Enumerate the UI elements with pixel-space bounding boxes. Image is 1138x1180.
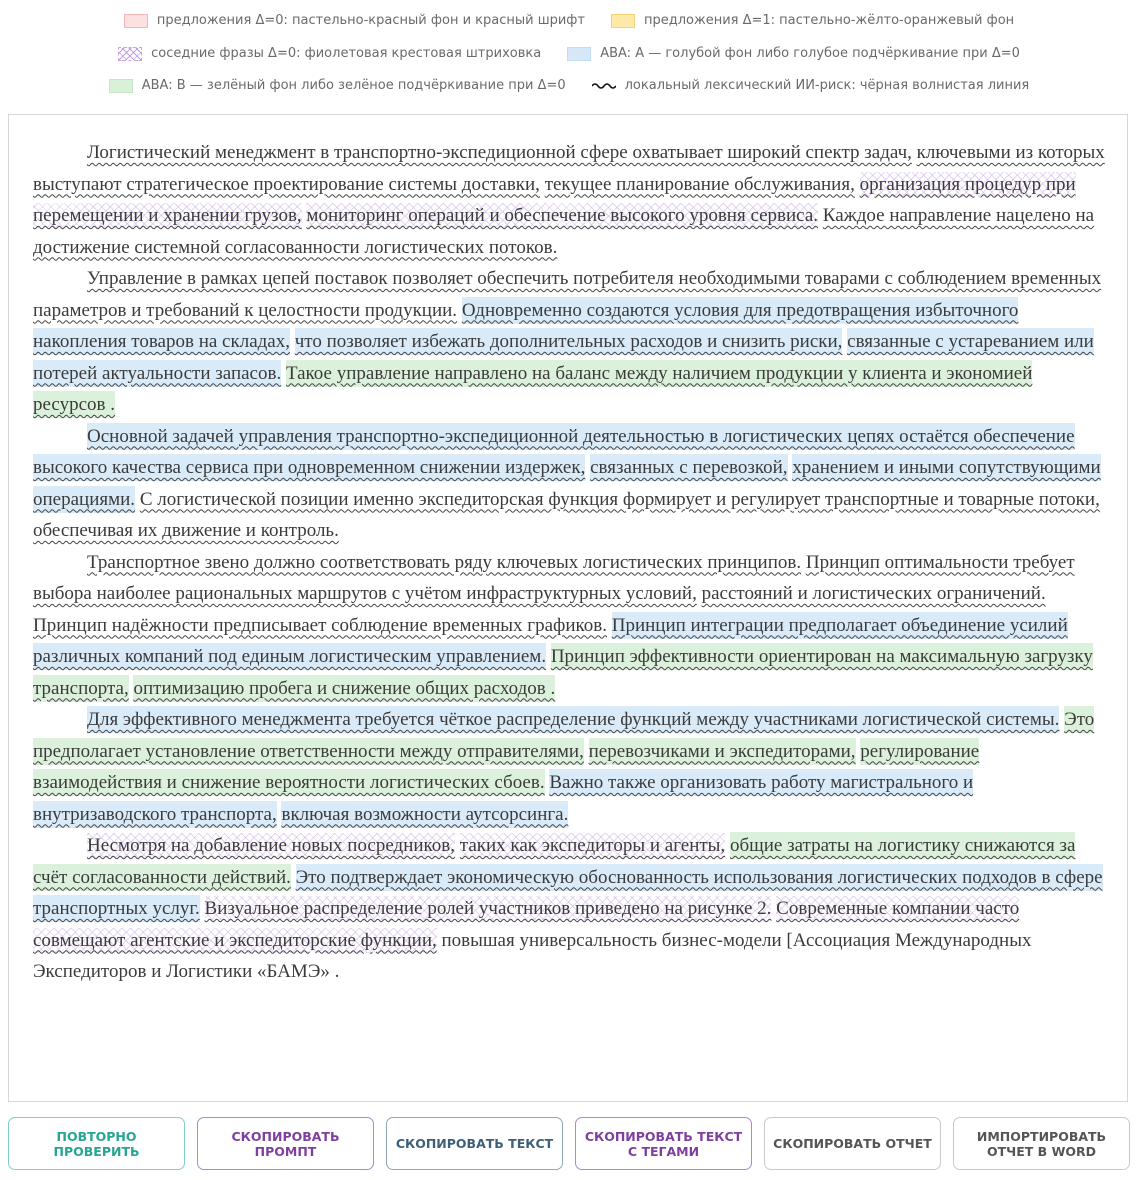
blue-swatch-icon xyxy=(567,47,591,61)
paragraph-4 xyxy=(33,547,1105,705)
green-swatch-icon xyxy=(109,79,133,93)
paragraph-1 xyxy=(33,137,1105,263)
sentence: Принцип надёжности предписывает соблюдение временных графиков. xyxy=(33,614,607,636)
sentence-aba-b: Такое управление направлено на баланс между наличием продукции у клиента и экономией ресурсов . xyxy=(33,360,1032,419)
legend-label: ABA: A — голубой фон либо голубое подчёркивание при Δ=0 xyxy=(600,46,1020,61)
wavy-line-icon xyxy=(592,81,616,91)
sentence: С логистической позиции именно экспедиторская функция формирует и регулирует транспортные и товарные потоки, xyxy=(139,488,1100,510)
sentence-aba-a: включая возможности аутсорсинга. xyxy=(281,801,568,828)
import-report-word-button[interactable]: ИМПОРТИРОВАТЬ ОТЧЕТ В WORD xyxy=(953,1117,1130,1170)
sentence: Управление в рамках цепей поставок позволяет обеспечить потребителя необходимыми товарами с соблюдением временных параметров и требований к целостности продукции. xyxy=(33,268,1102,321)
copy-report-button[interactable]: СКОПИРОВАТЬ ОТЧЕТ xyxy=(764,1117,941,1170)
sentence-aba-a: Важно также организовать работу магистрального и внутризаводского транспорта, xyxy=(33,769,973,828)
legend-label: ABA: B — зелёный фон либо зелёное подчёркивание при Δ=0 xyxy=(141,78,566,93)
sentence-aba-b: перевозчиками и экспедиторами, xyxy=(589,738,856,765)
legend-item-cross xyxy=(118,46,541,61)
sentence: ключевыми из которых выступают стратегическое проектирование системы доставки, xyxy=(33,142,1105,195)
legend-item-blue xyxy=(567,46,1020,61)
sentence-aba-a: что позволяет избежать дополнительных расходов и снизить риски, xyxy=(295,328,843,355)
sentence: повышая универсальность бизнес-модели [Ассоциация Международных Экспедиторов и Логистики «БАМЭ» . xyxy=(33,929,1032,982)
sentence-aba-b: Это предполагает установление ответственности между отправителями, xyxy=(33,706,1094,765)
sentence-aba-a: Принцип интеграции предполагает объединение усилий различных компаний под единым логистическим управлением. xyxy=(33,612,1068,671)
sentence-aba-a: связанных с перевозкой, xyxy=(590,454,787,481)
legend-label: соседние фразы Δ=0: фиолетовая крестовая штриховка xyxy=(151,46,542,61)
paragraph-5 xyxy=(33,704,1105,830)
copy-tagged-text-button[interactable]: СКОПИРОВАТЬ ТЕКСТ С ТЕГАМИ xyxy=(575,1117,752,1170)
sentence-aba-a: Основной задачей управления транспортно-экспедиционной деятельностью в логистических цепях остаётся обеспечение высокого качества сервиса при одновременном снижении издержек, xyxy=(33,423,1075,482)
red-swatch-icon xyxy=(124,14,148,28)
sentence: Транспортное звено должно соответствовать ряду ключевых логистических принципов. xyxy=(87,551,802,573)
legend-item-green xyxy=(109,78,566,93)
legend-label: предложения Δ=1: пастельно-жёлто-оранжевый фон xyxy=(644,13,1015,28)
paragraph-2 xyxy=(33,263,1105,421)
sentence-aba-b: регулирование взаимодействия и снижение вероятности логистических сбоев. xyxy=(33,738,979,797)
legend-item-red xyxy=(124,13,585,28)
sentence: расстояний и логистических ограничений. xyxy=(701,583,1046,604)
sentence: Каждое направление нацелено на достижение системной согласованности логистических потоков. xyxy=(33,205,1095,258)
sentence: Принцип оптимальности требует выбора наиболее рациональных маршрутов с учётом инфраструктурных условий, xyxy=(33,551,1075,604)
recheck-button[interactable]: ПОВТОРНО ПРОВЕРИТЬ xyxy=(8,1117,185,1170)
sentence-aba-a: Это подтверждает экономическую обоснованность использования логистических подходов в сфере транспортных услуг. xyxy=(33,864,1103,923)
paragraph-3 xyxy=(33,421,1105,547)
sentence-crosshatch: мониторинг операций и обеспечение высокого уровня сервиса. xyxy=(306,205,819,226)
sentence-aba-a: связанные с устареванием или потерей актуальности запасов. xyxy=(33,328,1094,387)
sentence-crosshatch: организация процедур при перемещении и хранении грузов, xyxy=(33,173,1076,226)
sentence-aba-b-crosshatch: таких как экспедиторы и агенты, xyxy=(459,835,726,856)
sentence-crosshatch: Современные компании часто совмещают агентские и экспедиторские функции, xyxy=(33,898,1020,951)
sentence-aba-a: хранением и иными сопутствующими операциями. xyxy=(33,454,1101,513)
sentence: обеспечивая их движение и контроль. xyxy=(33,520,339,541)
sentence-aba-b: Принцип эффективности ориентирован на максимальную загрузку транспорта, xyxy=(33,643,1093,702)
sentence-aba-a: Одновременно создаются условия для предотвращения избыточного накопления товаров на складах, xyxy=(33,297,1018,356)
sentence: текущее планирование обслуживания, xyxy=(544,173,855,195)
yellow-swatch-icon xyxy=(611,14,635,28)
sentence-aba-b: оптимизацию пробега и снижение общих расходов . xyxy=(133,675,555,702)
sentence: Логистический менеджмент в транспортно-экспедиционной сфере охватывает широкий спектр задач, xyxy=(87,142,912,163)
legend-item-yellow xyxy=(611,13,1014,28)
legend-label: предложения Δ=0: пастельно-красный фон и красный шрифт xyxy=(156,13,585,28)
legend-item-wave xyxy=(592,78,1030,93)
sentence-aba-a: Для эффективного менеджмента требуется чёткое распределение функций между участниками логистической системы. xyxy=(87,706,1059,733)
action-bar xyxy=(8,1117,1130,1170)
crosshatch-swatch-icon xyxy=(118,47,142,61)
text-editor[interactable] xyxy=(8,114,1128,1102)
sentence-crosshatch: Визуальное распределение ролей участников приведено на рисунке 2. xyxy=(204,898,772,919)
paragraph-6 xyxy=(33,830,1105,988)
copy-text-button[interactable]: СКОПИРОВАТЬ ТЕКСТ xyxy=(386,1117,563,1170)
copy-prompt-button[interactable]: СКОПИРОВАТЬ ПРОМПТ xyxy=(197,1117,374,1170)
legend-label: локальный лексический ИИ-риск: чёрная волнистая линия xyxy=(624,78,1030,93)
sentence-aba-b-crosshatch: Несмотря на добавление новых посредников, xyxy=(87,835,456,856)
sentence-aba-b: общие затраты на логистику снижаются за счёт согласованности действий. xyxy=(33,832,1075,891)
